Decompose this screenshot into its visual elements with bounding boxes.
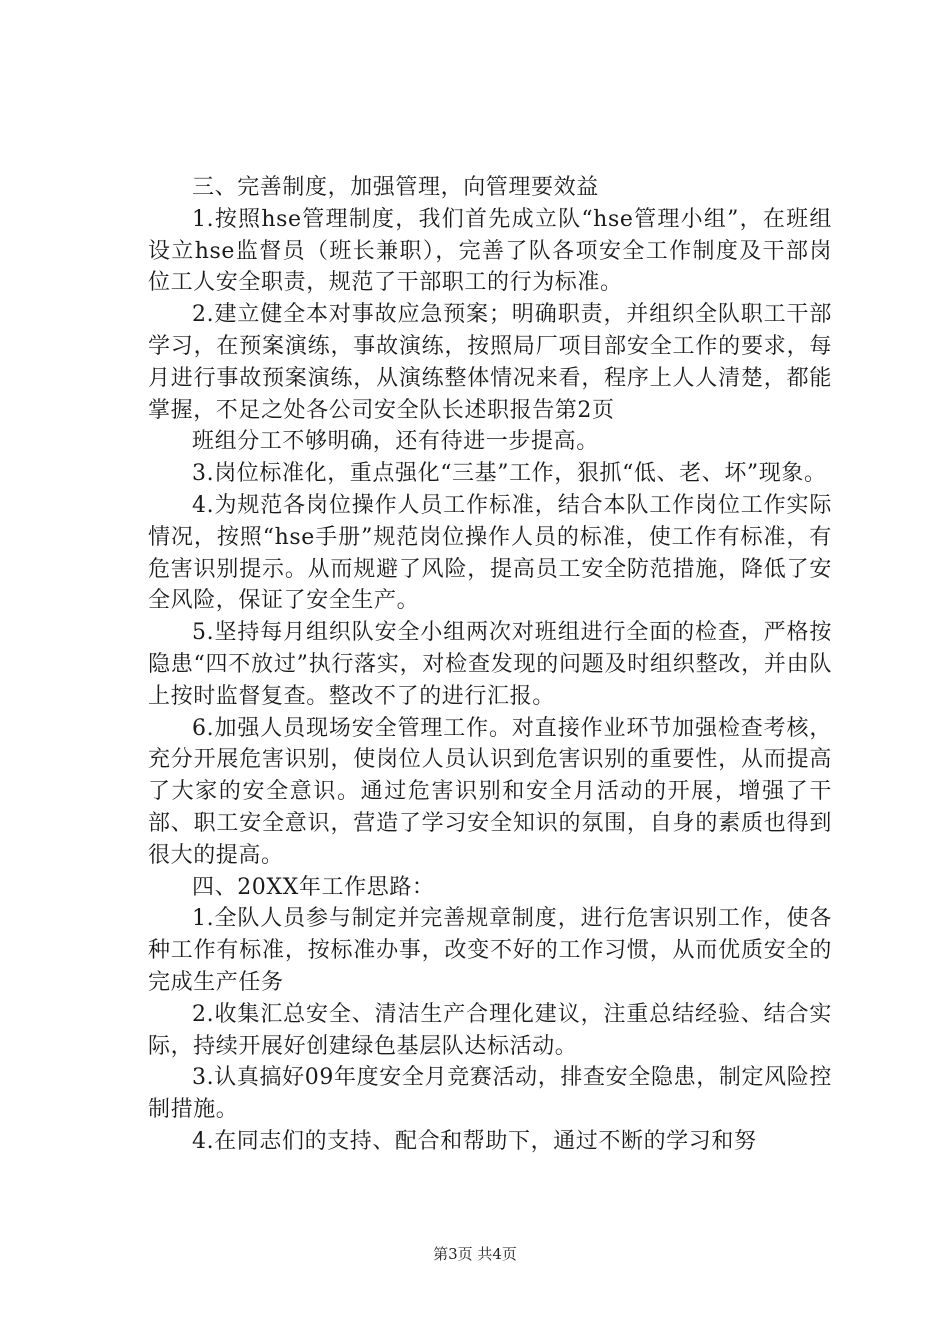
plan-item-1: 1.全队人员参与制定并完善规章制度，进行危害识别工作，使各种工作有标准，按标准办事，改变不好的工作习惯，从而优质安全的完成生产任务 — [148, 906, 832, 995]
document-body — [148, 172, 832, 1158]
paragraph-item-1: 1.按照hse管理制度，我们首先成立队“hse管理小组”，在班组设立hse监督员（班长兼职），完善了队各项安全工作制度及干部岗位工人安全职责，规范了干部职工的行为标准。 — [148, 206, 832, 296]
page-footer: 第3页 共4页 — [433, 1245, 517, 1263]
section-heading-4: 四、20XX年工作思路： — [192, 874, 435, 900]
paragraph-item-5: 5.坚持每月组织队安全小组两次对班组进行全面的检查，严格按隐患“四不放过”执行落实，对检查发现的问题及时组织整改，并由队上按时监督复查。整改不了的进行汇报。 — [148, 620, 832, 709]
plan-item-3: 3.认真搞好09年度安全月竞赛活动，排查安全隐患，制定风险控制措施。 — [148, 1065, 832, 1123]
paragraph-item-4: 4.为规范各岗位操作人员工作标准，结合本队工作岗位工作实际情况，按照“hse手册”规范岗位操作人员的标准，使工作有标准，有危害识别提示。从而规避了风险，提高员工安全防范措施，降低了安全风险，保证了安全生产。 — [148, 492, 832, 614]
plan-item-4: 4.在同志们的支持、配合和帮助下，通过不断的学习和努 — [192, 1128, 757, 1154]
paragraph-item-2: 2.建立健全本对事故应急预案；明确职责，并组织全队职工干部学习，在预案演练，事故演练，按照局厂项目部安全工作的要求，每月进行事故预案演练，从演练整体情况来看，程序上人人清楚，都能掌握，不足之处各公司安全队长述职报告第2页 — [148, 302, 832, 423]
paragraph-item-6: 6.加强人员现场安全管理工作。对直接作业环节加强检查考核，充分开展危害识别，使岗位人员认识到危害识别的重要性，从而提高了大家的安全意识。通过危害识别和安全月活动的开展，增强了干部、职工安全意识，营造了学习安全知识的氛围，自身的素质也得到很大的提高。 — [148, 715, 832, 868]
section-heading-3: 三、完善制度，加强管理，向管理要效益 — [192, 175, 599, 200]
paragraph-continuation: 班组分工不够明确，还有待进一步提高。 — [192, 429, 599, 455]
paragraph-item-3: 3.岗位标准化，重点强化“三基”工作，狠抓“低、老、坏”现象。 — [192, 461, 827, 487]
plan-item-2: 2.收集汇总安全、清洁生产合理化建议，注重总结经验、结合实际，持续开展好创建绿色基层队达标活动。 — [148, 1001, 832, 1059]
